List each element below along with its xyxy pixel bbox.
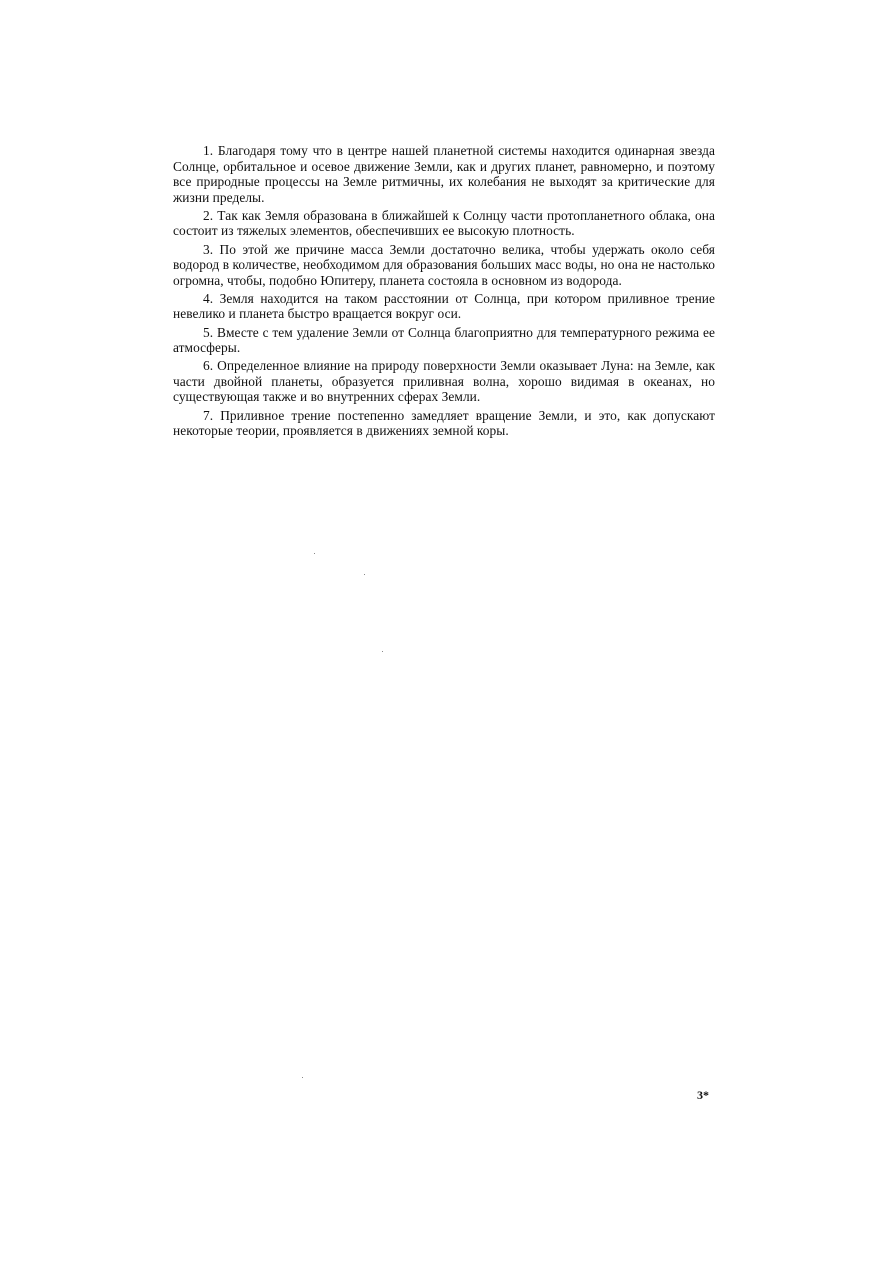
paragraph-3: 3. По этой же причине масса Земли достаточно велика, чтобы удержать около себя водород в количестве, необходимом для образования больших масс воды, но она не настолько огромна, чтобы, подобно Юпитеру, планета состояла в основном из водорода. [173,241,715,288]
paragraph-7: 7. Приливное трение постепенно замедляет вращение Земли, и это, как допускают некоторые теории, проявляется в движениях земной коры. [173,407,715,439]
paragraph-4: 4. Земля находится на таком расстоянии от Солнца, при котором приливное трение невелико и планета быстро вращается вокруг оси. [173,290,715,322]
scan-speck [314,553,315,554]
page-number: 3* [697,1088,709,1102]
scan-speck [364,574,365,575]
paragraph-2: 2. Так как Земля образована в ближайшей к Солнцу части протопланетного облака, она состоит из тяжелых элементов, обеспечивших ее высокую плотность. [173,207,715,239]
paragraph-5: 5. Вместе с тем удаление Земли от Солнца благоприятно для температурного режима ее атмосферы. [173,324,715,356]
scan-speck [302,1077,303,1078]
body-text [173,143,715,439]
paragraph-6: 6. Определенное влияние на природу поверхности Земли оказывает Луна: на Земле, как части двойной планеты, образуется приливная волна, хорошо видимая в океанах, но существующая также и во внутренних сферах Земли. [173,358,715,405]
scan-speck [382,651,383,652]
paragraph-1: 1. Благодаря тому что в центре нашей планетной системы находится одинарная звезда Солнце, орбитальное и осевое движение Земли, как и других планет, равномерно, и поэтому все природные процессы на Земле ритмичны, их колебания не выходят за критические для жизни пределы. [173,143,715,205]
